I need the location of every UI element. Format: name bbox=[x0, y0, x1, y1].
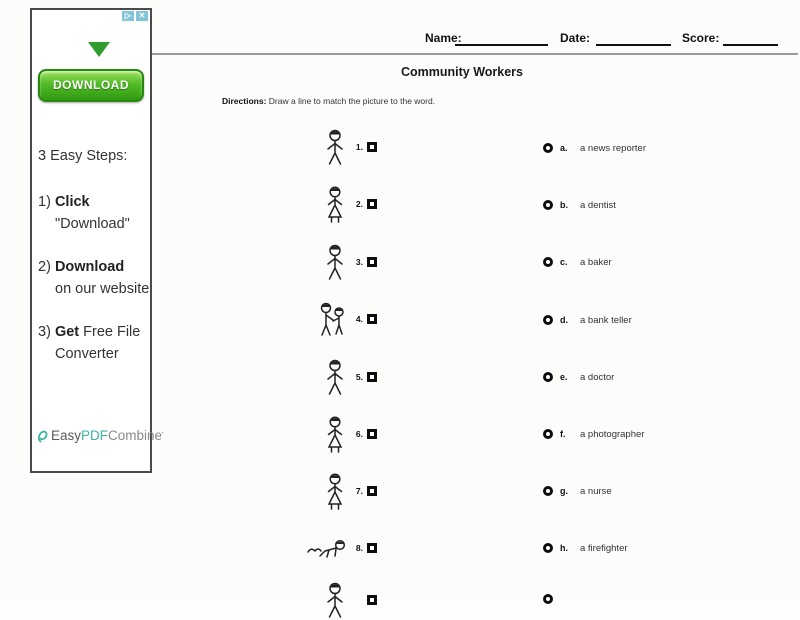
worker-picture-3 bbox=[300, 243, 348, 281]
answer-circle bbox=[543, 429, 553, 439]
name-line bbox=[455, 44, 548, 46]
item-number: 4. bbox=[355, 314, 363, 324]
ad-close-icon[interactable]: ✕ bbox=[136, 11, 148, 21]
worker-picture-6 bbox=[300, 415, 348, 453]
step-3-rest: Free File bbox=[83, 324, 141, 340]
answer-circle bbox=[543, 594, 553, 604]
step-3-number: 3) bbox=[38, 324, 51, 340]
answer-letter: e. bbox=[560, 372, 568, 382]
answer-letter: g. bbox=[560, 486, 568, 496]
worksheet-item-row bbox=[300, 414, 400, 454]
answer-row bbox=[543, 368, 614, 386]
header-divider bbox=[152, 53, 798, 55]
date-label: Date: bbox=[560, 31, 591, 45]
answer-text: a dentist bbox=[580, 199, 616, 211]
answer-text: a photographer bbox=[580, 428, 645, 440]
ad-step-2 bbox=[38, 259, 124, 275]
answer-text: a firefighter bbox=[580, 542, 628, 554]
paperclip-icon bbox=[37, 429, 49, 443]
ad-step-3 bbox=[38, 324, 140, 340]
answer-letter: f. bbox=[560, 429, 566, 439]
worksheet-item-row bbox=[300, 471, 400, 511]
answer-circle bbox=[543, 315, 553, 325]
logo-easy: Easy bbox=[51, 428, 82, 443]
worker-picture-8 bbox=[300, 538, 348, 558]
worker-picture-1 bbox=[300, 128, 348, 166]
worksheet-item-row bbox=[300, 357, 400, 397]
directions-label: Directions: bbox=[222, 96, 267, 106]
step-2-keyword: Download bbox=[54, 259, 125, 275]
worksheet-item-row bbox=[300, 184, 400, 224]
answer-row bbox=[543, 196, 616, 214]
item-number: 6. bbox=[355, 429, 363, 439]
worksheet-item-row bbox=[300, 242, 400, 282]
worker-picture-4 bbox=[300, 301, 348, 337]
item-number: 8. bbox=[355, 543, 363, 553]
answer-checkbox bbox=[367, 199, 377, 209]
date-line bbox=[596, 44, 671, 46]
answer-checkbox bbox=[367, 314, 377, 324]
easypdfcombine-logo[interactable] bbox=[37, 428, 164, 443]
logo-pdf: PDF bbox=[81, 428, 109, 443]
worksheet-item-row bbox=[300, 580, 400, 620]
logo-combine: Combine bbox=[108, 428, 163, 443]
step-1-keyword: Click bbox=[54, 194, 90, 210]
item-number: 2. bbox=[355, 199, 363, 209]
worker-picture-9 bbox=[300, 581, 348, 619]
answer-circle bbox=[543, 257, 553, 267]
download-button[interactable]: DOWNLOAD bbox=[38, 69, 144, 102]
answer-circle bbox=[543, 543, 553, 553]
answer-row bbox=[543, 539, 628, 557]
step-3-keyword: Get bbox=[54, 324, 80, 340]
answer-letter: h. bbox=[560, 543, 568, 553]
ad-steps-heading: 3 Easy Steps: bbox=[38, 148, 128, 164]
directions bbox=[222, 96, 435, 106]
answer-letter: c. bbox=[560, 257, 568, 267]
ad-step-3-line2: Converter bbox=[55, 346, 119, 362]
ad-controls bbox=[122, 11, 148, 21]
answer-checkbox bbox=[367, 595, 377, 605]
answer-checkbox bbox=[367, 486, 377, 496]
answer-checkbox bbox=[367, 257, 377, 267]
answer-row bbox=[543, 139, 646, 157]
score-line bbox=[723, 44, 778, 46]
ad-step-2-line2: on our website bbox=[55, 281, 150, 297]
answer-checkbox bbox=[367, 142, 377, 152]
step-1-number: 1) bbox=[38, 194, 51, 210]
worksheet-title: Community Workers bbox=[400, 65, 523, 79]
answer-row bbox=[543, 425, 644, 443]
answer-circle bbox=[543, 372, 553, 382]
answer-row bbox=[543, 590, 580, 608]
download-arrow-icon bbox=[88, 42, 110, 57]
name-label: Name: bbox=[425, 31, 462, 45]
item-number: 7. bbox=[355, 486, 363, 496]
worker-picture-7 bbox=[300, 472, 348, 510]
answer-text: a nurse bbox=[580, 485, 612, 497]
item-number: 5. bbox=[355, 372, 363, 382]
answer-checkbox bbox=[367, 372, 377, 382]
answer-text: a doctor bbox=[580, 371, 615, 383]
answer-text: a bank teller bbox=[580, 314, 632, 326]
answer-row bbox=[543, 311, 632, 329]
item-number: 3. bbox=[355, 257, 363, 267]
adchoices-icon[interactable]: ▷ bbox=[122, 11, 134, 21]
ad-step-1 bbox=[38, 194, 90, 210]
logo-trademark: ’ bbox=[162, 432, 164, 439]
answer-checkbox bbox=[367, 429, 377, 439]
answer-circle bbox=[543, 143, 553, 153]
answer-row bbox=[543, 482, 612, 500]
step-2-number: 2) bbox=[38, 259, 51, 275]
answer-text: a news reporter bbox=[580, 142, 647, 154]
worker-picture-5 bbox=[300, 358, 348, 396]
ad-panel bbox=[30, 8, 164, 473]
answer-circle bbox=[543, 200, 553, 210]
answer-row bbox=[543, 253, 612, 271]
answer-text: a baker bbox=[580, 256, 612, 268]
item-number: 1. bbox=[355, 142, 363, 152]
answer-checkbox bbox=[367, 543, 377, 553]
answer-letter: b. bbox=[560, 200, 568, 210]
score-label: Score: bbox=[682, 31, 720, 45]
directions-text: Draw a line to match the picture to the word. bbox=[268, 96, 436, 106]
answer-circle bbox=[543, 486, 553, 496]
answer-letter: d. bbox=[560, 315, 568, 325]
answer-letter: a. bbox=[560, 143, 568, 153]
worker-picture-2 bbox=[300, 185, 348, 223]
worksheet-item-row bbox=[300, 528, 400, 568]
worksheet-item-row bbox=[300, 127, 400, 167]
worksheet-item-row bbox=[300, 299, 400, 339]
ad-step-1-line2: "Download" bbox=[55, 216, 130, 232]
